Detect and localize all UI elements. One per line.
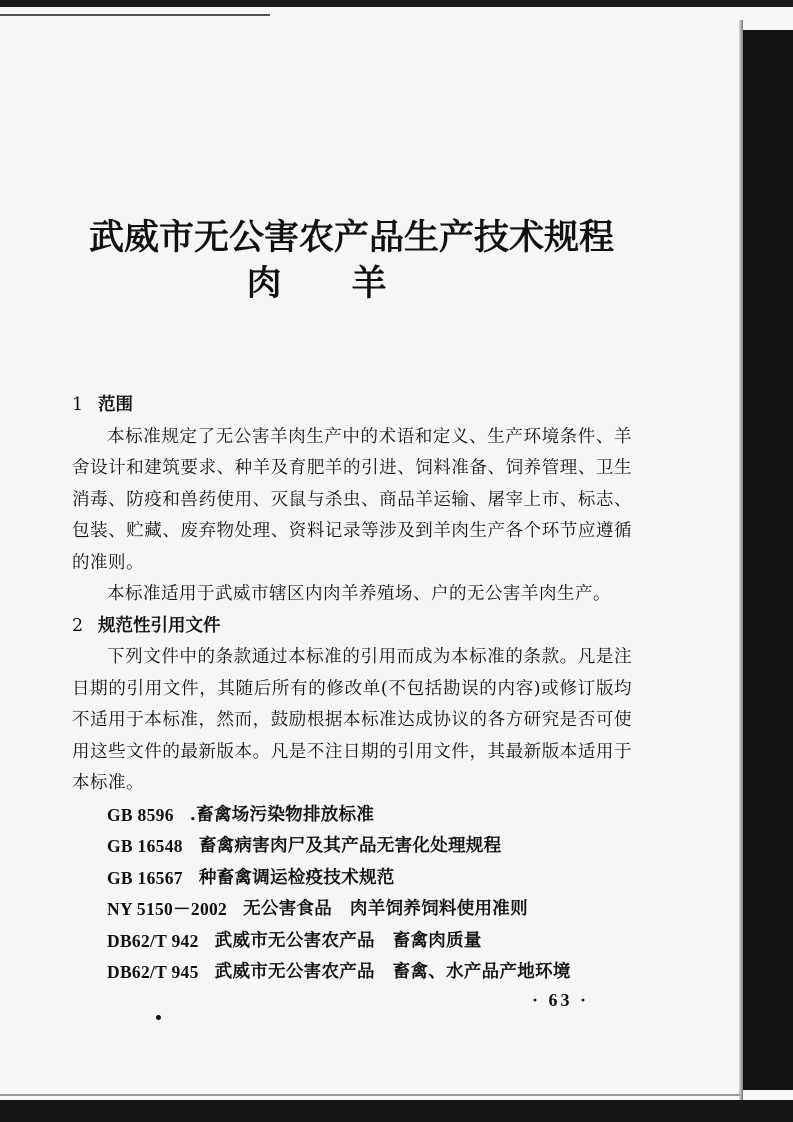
- scope-paragraph-1: 本标准规定了无公害羊肉生产中的术语和定义、生产环境条件、羊舍设计和建筑要求、种羊及育肥羊的引进、饲料准备、饲养管理、卫生消毒、防疫和兽药使用、灭鼠与杀虫、商品羊运输、屠宰上市、标志、包装、贮藏、废弃物处理、资料记录等涉及到羊肉生产各个环节应遵循的准则。: [72, 426, 632, 573]
- reference-list: [72, 800, 632, 989]
- references-paragraph: 下列文件中的条款通过本标准的引用而成为本标准的条款。凡是注日期的引用文件，其随后所有的修改单(不包括勘误的内容)或修订版均不适用于本标准，然而，鼓励根据本标准达成协议的各方研究是否可使用这些文件的最新版本。凡是不注日期的引用文件，其最新版本适用于本标准。: [72, 647, 632, 793]
- reference-item: [107, 894, 632, 926]
- reference-item: [107, 831, 632, 863]
- section-number: 1: [72, 395, 84, 415]
- document-subtitle: 肉羊: [246, 263, 457, 304]
- reference-code: GB 8596: [107, 804, 174, 825]
- scan-border-top: [0, 0, 793, 7]
- scan-speck: [156, 1015, 161, 1020]
- section-title: 范围: [98, 395, 133, 415]
- document-title: 武威市无公害农产品生产技术规程: [88, 217, 614, 258]
- reference-item: [107, 863, 632, 895]
- section-heading-scope: [72, 390, 632, 422]
- reference-title: 武威市无公害农产品 畜禽、水产品产地环境: [214, 962, 571, 982]
- page-number: · 63 ·: [532, 990, 590, 1010]
- reference-item: [107, 926, 632, 958]
- scan-line-top: [0, 14, 270, 16]
- reference-title: 种畜禽调运检疫技术规范: [198, 867, 395, 888]
- reference-title: 武威市无公害农产品 畜禽肉质量: [214, 930, 482, 951]
- reference-code: DB62/T 942: [107, 930, 199, 951]
- reference-code: GB 16567: [107, 867, 183, 888]
- reference-code: NY 5150－2002: [107, 899, 228, 919]
- section-title: 规范性引用文件: [98, 615, 221, 636]
- section-number: 2: [72, 615, 84, 636]
- reference-item: [107, 800, 632, 832]
- reference-title: 无公害食品 肉羊饲养饲料使用准则: [243, 899, 528, 919]
- scan-line-bottom: [0, 1094, 740, 1096]
- reference-code: DB62/T 945: [107, 962, 199, 982]
- reference-item: [107, 957, 632, 989]
- section-heading-references: [72, 611, 632, 643]
- reference-code: GB 16548: [107, 836, 183, 856]
- scan-border-right: [743, 30, 793, 1090]
- reference-title: 畜禽病害肉尸及其产品无害化处理规程: [198, 836, 502, 856]
- document-body: [72, 390, 632, 989]
- scan-border-bottom: [0, 1100, 793, 1122]
- scope-paragraph-2: 本标准适用于武威市辖区内肉羊养殖场、户的无公害羊肉生产。: [107, 584, 611, 604]
- reference-title: .畜禽场污染物排放标准: [189, 804, 375, 825]
